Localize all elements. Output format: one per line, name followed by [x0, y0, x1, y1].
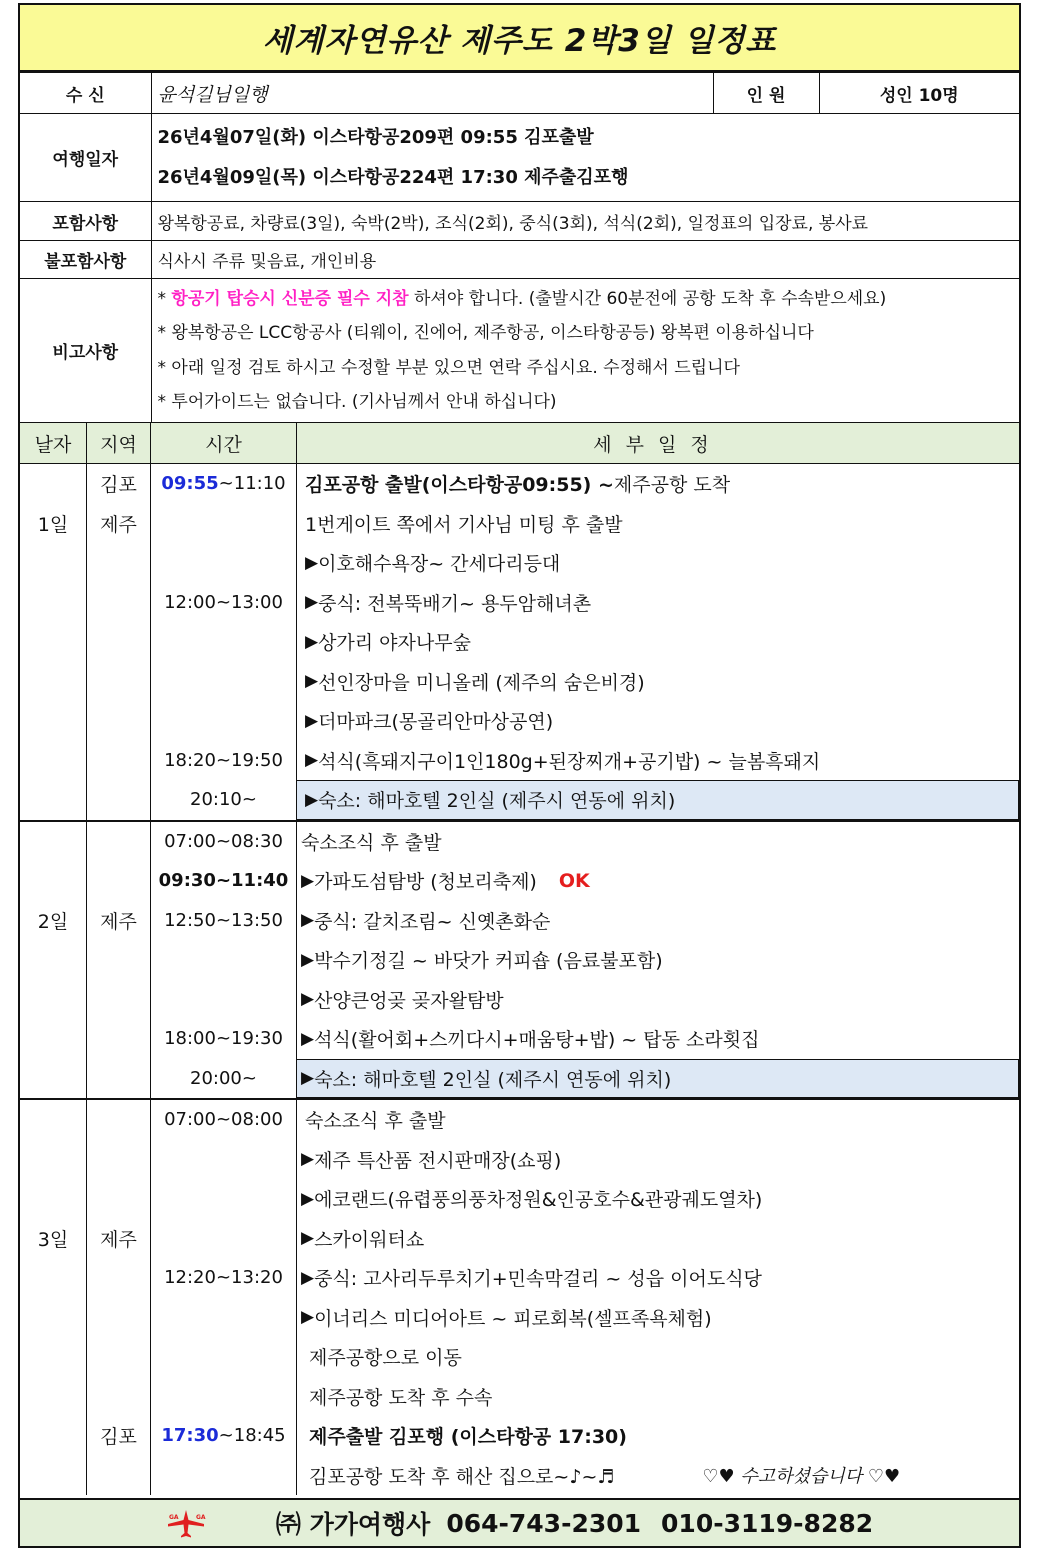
schedule-row	[20, 701, 1019, 741]
day-cell: 2일	[20, 901, 87, 941]
time-cell: 18:00~19:30	[151, 1019, 297, 1059]
schedule-row	[20, 1019, 1019, 1059]
detail-cell	[297, 980, 1019, 1020]
date-line-depart: 26년4월07일(화) 이스타항공209편 09:55 김포출발	[157, 126, 594, 148]
notes-block	[151, 279, 1019, 423]
itinerary-sheet	[18, 3, 1021, 1548]
dates-label: 여행일자	[20, 114, 151, 202]
note-1	[158, 282, 1014, 317]
detail-cell	[297, 1298, 1019, 1338]
detail-cell	[297, 780, 1019, 820]
schedule-row	[20, 901, 1019, 941]
svg-text:GA: GA	[195, 1514, 206, 1521]
schedule-row	[20, 504, 1019, 544]
detail-text: 중식: 전복뚝배기~ 용두암해녀촌	[318, 592, 592, 615]
detail-cell: 숙소조식 후 출발	[301, 831, 442, 854]
bullet-arrow-icon: ▶	[301, 910, 315, 931]
detail-text: 박수기정길 ~ 바닷가 커피숍 (음료불포함)	[314, 950, 663, 973]
header-detail: 세부일정	[593, 433, 723, 456]
company-name: ㈜ 가가여행사	[275, 1510, 431, 1539]
detail-cell	[297, 543, 1019, 583]
date-line-return: 26년4월09일(목) 이스타항공224편 17:30 제주출김포행	[157, 166, 629, 188]
notes-label: 비고사항	[20, 279, 151, 423]
detail-text: 숙소: 해마호텔 2인실 (제주시 연동에 위치)	[318, 790, 676, 813]
schedule-row	[20, 1377, 1019, 1417]
bullet-arrow-icon: ▶	[301, 1149, 315, 1170]
schedule-row	[20, 822, 1019, 862]
detail-text: 선인장마을 미니올레 (제주의 숨은비경)	[318, 671, 645, 694]
schedule-row	[20, 1179, 1019, 1219]
detail-cell	[297, 901, 1019, 941]
detail-text: 중식: 갈치조림~ 신옛촌화순	[314, 910, 551, 933]
schedule-row	[20, 1416, 1019, 1456]
bullet-arrow-icon: ▶	[301, 1267, 315, 1288]
detail-cell: 제주공항 도착 후 수속	[309, 1386, 493, 1409]
schedule-row	[20, 741, 1019, 781]
note-1-prefix: *	[157, 288, 172, 309]
schedule-row	[20, 1337, 1019, 1377]
schedule-row	[20, 1258, 1019, 1298]
detail-bold: 김포공항 출발(이스타항공09:55) ~	[305, 474, 614, 497]
time-cell: 12:00~13:00	[151, 583, 297, 623]
bullet-arrow-icon: ▶	[301, 1188, 315, 1209]
included-value: 왕복항공료, 차량료(3일), 숙박(2박), 조식(2회), 중식(3회), 석식(2회), 일정표의 입장료, 봉사료	[151, 202, 1019, 241]
day-cell: 1일	[20, 504, 87, 544]
time-cell: 12:20~13:20	[151, 1258, 297, 1298]
schedule-row	[20, 1140, 1019, 1180]
detail-cell	[297, 622, 1019, 662]
schedule	[20, 423, 1019, 1495]
headcount-value: 성인 10명	[819, 73, 1019, 114]
detail-cell	[297, 861, 1019, 901]
header-time: 시간	[151, 423, 297, 463]
headcount-label: 인 원	[713, 73, 819, 114]
included-label: 포함사항	[20, 202, 151, 241]
time-rest: ~11:10	[218, 473, 286, 495]
detail-text: 상가리 야자나무숲	[318, 632, 471, 655]
schedule-row	[20, 1456, 1019, 1496]
note-3: * 아래 일정 검토 하시고 수정할 부분 있으면 연락 주십시요. 수정해서 드립니다	[157, 357, 740, 378]
schedule-row	[20, 1298, 1019, 1338]
detail-text: 중식: 고사리두루치기+민속막걸리 ~ 성읍 이어도식당	[314, 1268, 762, 1291]
meta-table	[20, 72, 1019, 423]
header-day: 날자	[20, 423, 87, 463]
detail-cell	[297, 741, 1019, 781]
time-cell	[151, 464, 297, 504]
time-cell: 20:00~	[151, 1059, 297, 1099]
region-cell: 제주	[87, 1219, 151, 1259]
schedule-row	[20, 662, 1019, 702]
bullet-arrow-icon: ▶	[301, 949, 315, 970]
detail-text: 숙소: 해마호텔 2인실 (제주시 연동에 위치)	[314, 1068, 672, 1091]
phone-mobile: 010-3119-8282	[661, 1508, 874, 1538]
detail-rest: 제주공항 도착	[613, 474, 731, 497]
time-cell: 07:00~08:30	[151, 822, 297, 862]
bullet-arrow-icon: ▶	[301, 1028, 315, 1049]
detail-text: 김포공항 도착 후 해산 집으로~♪~♬	[309, 1465, 615, 1488]
svg-text:GA: GA	[168, 1514, 179, 1521]
bullet-arrow-icon: ▶	[305, 671, 319, 692]
detail-text: 에코랜드(유렵풍의풍차정원&인공호수&관광궤도열차)	[314, 1189, 763, 1212]
schedule-row-hotel	[20, 780, 1019, 820]
detail-cell	[297, 583, 1019, 623]
recipient-value: 윤석길님일행	[151, 73, 713, 114]
header-region: 지역	[87, 423, 151, 463]
region-cell: 김포	[87, 464, 151, 504]
time-highlight: 17:30	[161, 1425, 219, 1447]
bullet-arrow-icon: ▶	[305, 750, 319, 771]
detail-text: 산양큰엉곶 곶자왈탐방	[314, 989, 504, 1012]
detail-cell	[297, 1258, 1019, 1298]
detail-cell	[297, 1179, 1019, 1219]
time-highlight: 09:55	[161, 473, 219, 495]
schedule-row	[20, 622, 1019, 662]
bullet-arrow-icon: ▶	[301, 1228, 315, 1249]
bullet-arrow-icon: ▶	[301, 1307, 315, 1328]
recipient-label: 수 신	[20, 73, 151, 114]
excluded-value: 식사시 주류 및음료, 개인비용	[151, 241, 1019, 279]
region-cell: 김포	[87, 1416, 151, 1456]
detail-cell: 1번게이트 쪽에서 기사님 미팅 후 출발	[305, 513, 623, 536]
ok-badge: OK	[558, 869, 590, 892]
schedule-row	[20, 1100, 1019, 1140]
detail-cell	[297, 1140, 1019, 1180]
bullet-arrow-icon: ▶	[305, 710, 319, 731]
region-cell: 제주	[87, 901, 151, 941]
time-cell: 09:30~11:40	[151, 861, 297, 901]
time-rest: ~18:45	[218, 1425, 286, 1447]
bullet-arrow-icon: ▶	[305, 592, 319, 613]
time-cell: 12:50~13:50	[151, 901, 297, 941]
thanks-message: ♡♥ 수고하셨습니다 ♡♥	[702, 1466, 901, 1488]
detail-text: 이너리스 미디어아트 ~ 피로회복(셀프족욕체험)	[314, 1307, 712, 1330]
detail-cell	[297, 1456, 1019, 1496]
bullet-arrow-icon: ▶	[305, 552, 319, 573]
schedule-row	[20, 543, 1019, 583]
page-title: 세계자연유산 제주도 2박3일 일정표	[20, 5, 1019, 72]
bullet-arrow-icon: ▶	[305, 631, 319, 652]
note-4: * 투어가이드는 없습니다. (기사님께서 안내 하십니다)	[157, 392, 557, 412]
time-cell: 20:10~	[151, 780, 297, 820]
schedule-row	[20, 1219, 1019, 1259]
detail-cell	[297, 940, 1019, 980]
detail-cell	[297, 662, 1019, 702]
bullet-arrow-icon: ▶	[301, 1068, 315, 1089]
detail-text: 이호해수욕장~ 간세다리등대	[318, 553, 561, 576]
detail-cell	[297, 1059, 1019, 1099]
note-1-rest: 하셔야 합니다. (출발시간 60분전에 공항 도착 후 수속받으세요)	[408, 288, 887, 309]
detail-cell	[297, 701, 1019, 741]
note-2: * 왕복항공은 LCC항공사 (티웨이, 진에어, 제주항공, 이스타항공등) 왕복편 이용하십니다	[157, 323, 814, 343]
time-cell: 07:00~08:00	[151, 1100, 297, 1140]
detail-cell	[297, 464, 1019, 504]
schedule-row-hotel	[20, 1059, 1019, 1099]
schedule-row	[20, 464, 1019, 504]
detail-text: 제주 특산품 전시판매장(쇼핑)	[314, 1149, 562, 1172]
schedule-row	[20, 861, 1019, 901]
detail-text: 스카이워터쇼	[314, 1228, 425, 1251]
airplane-logo-icon	[166, 1508, 206, 1538]
time-cell: 18:20~19:50	[151, 741, 297, 781]
footer-bar	[20, 1498, 1019, 1546]
schedule-row	[20, 980, 1019, 1020]
region-cell: 제주	[87, 504, 151, 544]
phone-office: 064-743-2301	[446, 1508, 642, 1538]
detail-text: 더마파크(몽골리안마상공연)	[318, 711, 554, 734]
bullet-arrow-icon: ▶	[301, 989, 315, 1010]
day-2-block	[20, 822, 1019, 1101]
detail-cell: 제주공항으로 이동	[309, 1347, 462, 1370]
detail-cell: 제주출발 김포행 (이스타항공 17:30)	[309, 1426, 627, 1449]
bullet-arrow-icon: ▶	[305, 789, 319, 810]
note-1-highlight: 항공기 탑승시 신분증 필수 지참	[171, 288, 409, 309]
excluded-label: 불포함사항	[20, 241, 151, 279]
schedule-row	[20, 583, 1019, 623]
day-cell: 3일	[20, 1219, 87, 1259]
detail-text: 가파도섬탐방 (청보리축제)	[314, 871, 537, 894]
schedule-header	[20, 423, 1019, 464]
detail-text: 석식(활어회+스끼다시+매움탕+밥) ~ 탑동 소라횟집	[314, 1029, 760, 1052]
detail-cell	[297, 1019, 1019, 1059]
day-1-block	[20, 464, 1019, 822]
schedule-row	[20, 940, 1019, 980]
day-3-block	[20, 1100, 1019, 1495]
detail-cell: 숙소조식 후 출발	[305, 1110, 446, 1133]
detail-text: 석식(흑돼지구이1인180g+된장찌개+공기밥) ~ 늘봄흑돼지	[318, 750, 821, 773]
bullet-arrow-icon: ▶	[301, 870, 315, 891]
detail-cell	[297, 1219, 1019, 1259]
time-cell	[151, 1416, 297, 1456]
